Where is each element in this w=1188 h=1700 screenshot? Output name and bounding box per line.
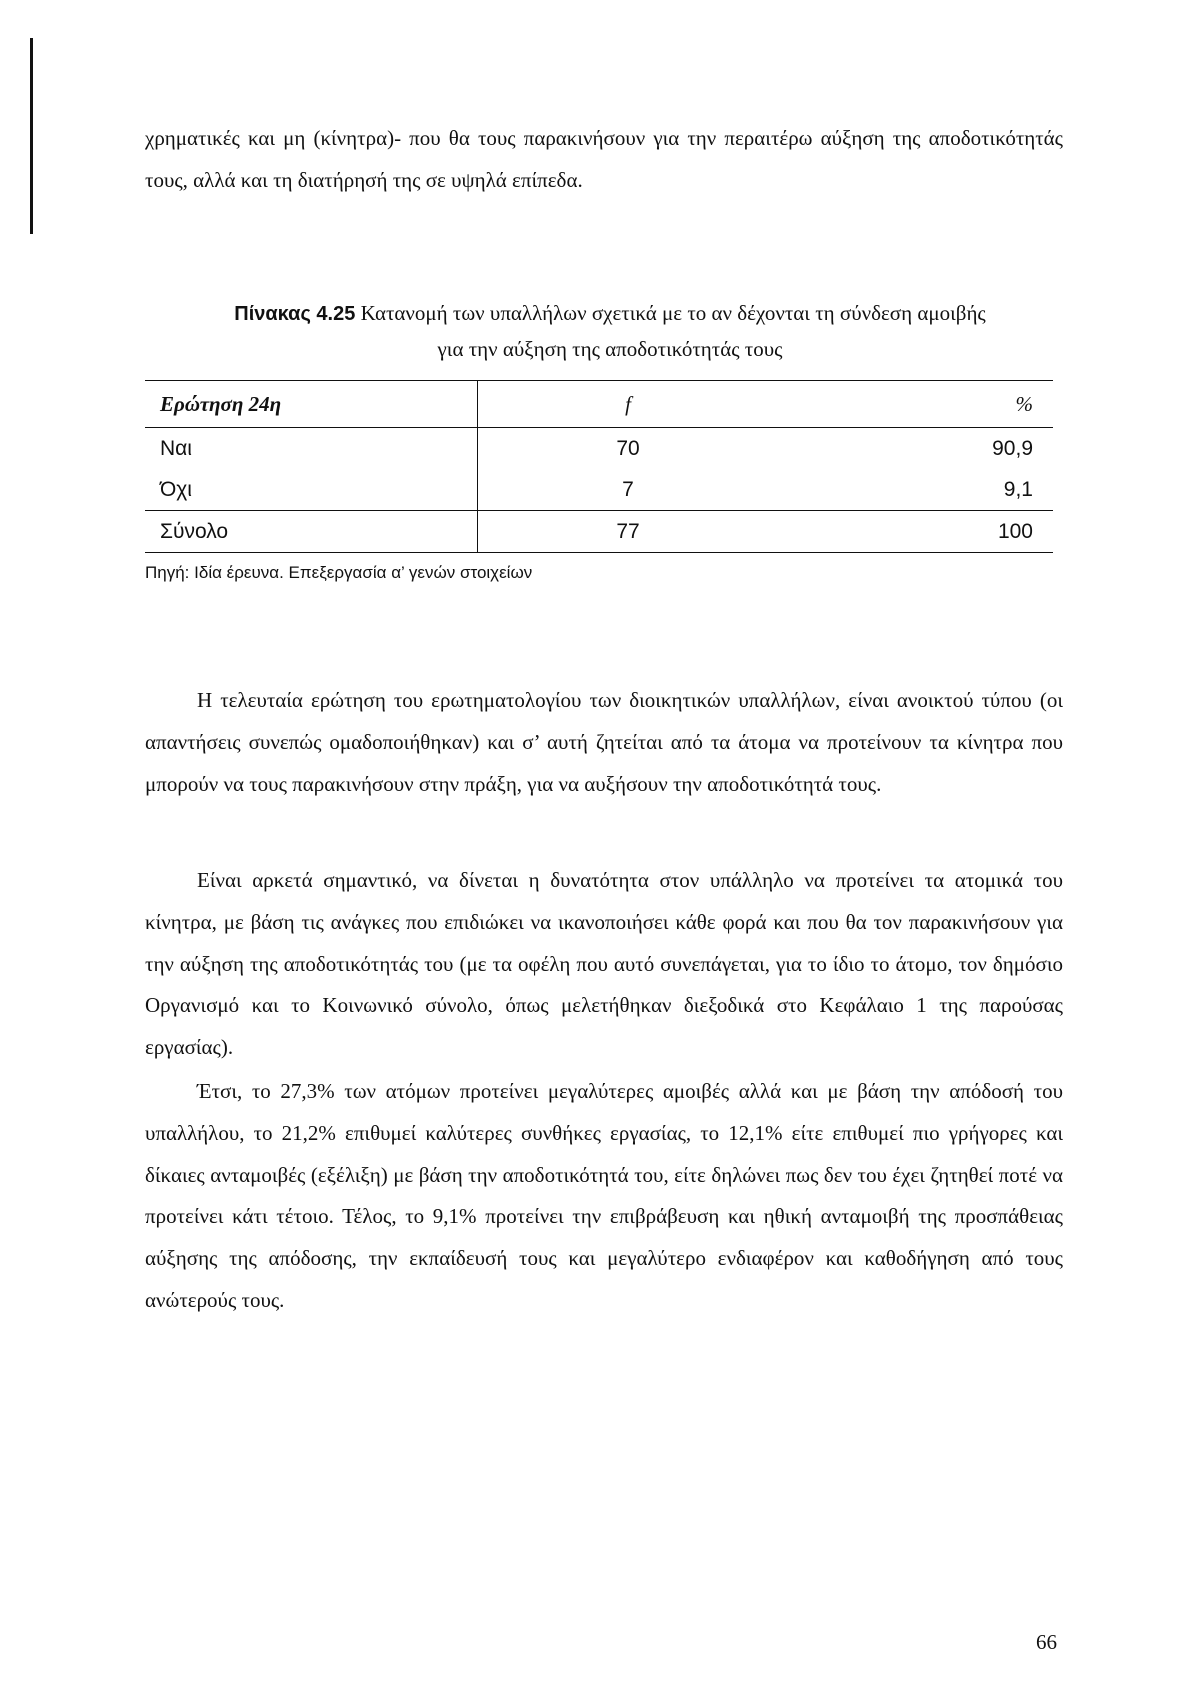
total-label: Σύνολο	[145, 511, 478, 553]
total-frequency: 77	[478, 511, 779, 553]
table-source: Πηγή: Ιδία έρευνα. Επεξεργασία α’ γενών στοιχείων	[145, 563, 533, 582]
header-frequency: f	[478, 381, 779, 428]
row-label: Ναι	[160, 436, 192, 460]
margin-bar	[30, 38, 33, 234]
table-caption-line1: Κατανομή των υπαλλήλων σχετικά με το αν δέχονται τη σύνδεση αμοιβής	[360, 301, 986, 325]
intro-paragraph: χρηματικές και μη (κίνητρα)- που θα τους παρακινήσουν για την περαιτέρω αύξηση της αποδοτικότητάς τους, αλλά και τη διατήρησή της σε υψηλά επίπεδα.	[145, 126, 1063, 192]
row-percent: 90,9	[992, 436, 1033, 460]
row-percent: 9,1	[1003, 477, 1033, 501]
table-caption	[150, 296, 1070, 367]
body-paragraph-3: Έτσι, το 27,3% των ατόμων προτείνει μεγαλύτερες αμοιβές αλλά και με βάση την απόδοσή του υπαλλήλου, το 21,2% επιθυμεί καλύτερες συνθήκες εργασίας, το 12,1% είτε επιθυμεί πιο γρήγορες και δίκαιες ανταμοιβές (εξέλιξη) με βάση την αποδοτικότητά του, είτε δηλώνει πως δεν του έχει ζητηθεί ποτέ να προτείνει κάτι τέτοιο. Τέλος, το 9,1% προτείνει την επιβράβευση και ηθική ανταμοιβή της προσπάθειας αύξησης της απόδοσης, την εκπαίδευσή τους και μεγαλύτερο ενδιαφέρον και καθοδήγηση από τους ανώτερούς τους.	[145, 1079, 1063, 1312]
total-percent: 100	[778, 511, 1053, 553]
table-row	[145, 428, 1053, 470]
header-question: Ερώτηση 24η	[145, 381, 478, 428]
row-frequency: 70	[478, 428, 779, 470]
table-header-row	[145, 381, 1053, 428]
distribution-table	[145, 380, 1053, 553]
header-percent: %	[778, 381, 1053, 428]
table-caption-label: Πίνακας 4.25	[234, 303, 356, 325]
body-paragraph-1: Η τελευταία ερώτηση του ερωτηματολογίου των διοικητικών υπαλλήλων, είναι ανοικτού τύπου (οι απαντήσεις συνεπώς ομαδοποιήθηκαν) και σ’ αυτή ζητείται από τα άτομα να προτείνουν τα κίνητρα που μπορούν να τους παρακινήσουν στην πράξη, για να αυξήσουν την αποδοτικότητά τους.	[145, 688, 1063, 796]
page-number: 66	[1036, 1630, 1057, 1654]
body-paragraph-2: Είναι αρκετά σημαντικό, να δίνεται η δυνατότητα στον υπάλληλο να προτείνει τα ατομικά του κίνητρα, με βάση τις ανάγκες που επιδιώκει να ικανοποιήσει κάθε φορά και που θα τον παρακινήσουν για την αύξηση της αποδοτικότητάς του (με τα οφέλη που αυτό συνεπάγεται, για το ίδιο το άτομο, τον δημόσιο Οργανισμό και το Κοινωνικό σύνολο, όπως μελετήθηκαν διεξοδικά στο Κεφάλαιο 1 της παρούσας εργασίας).	[145, 868, 1063, 1060]
row-frequency: 7	[478, 469, 779, 511]
table-total-row	[145, 511, 1053, 553]
table-row	[145, 469, 1053, 511]
row-label: Όχι	[160, 477, 192, 501]
table-caption-line2: για την αύξηση της αποδοτικότητάς τους	[437, 337, 783, 361]
